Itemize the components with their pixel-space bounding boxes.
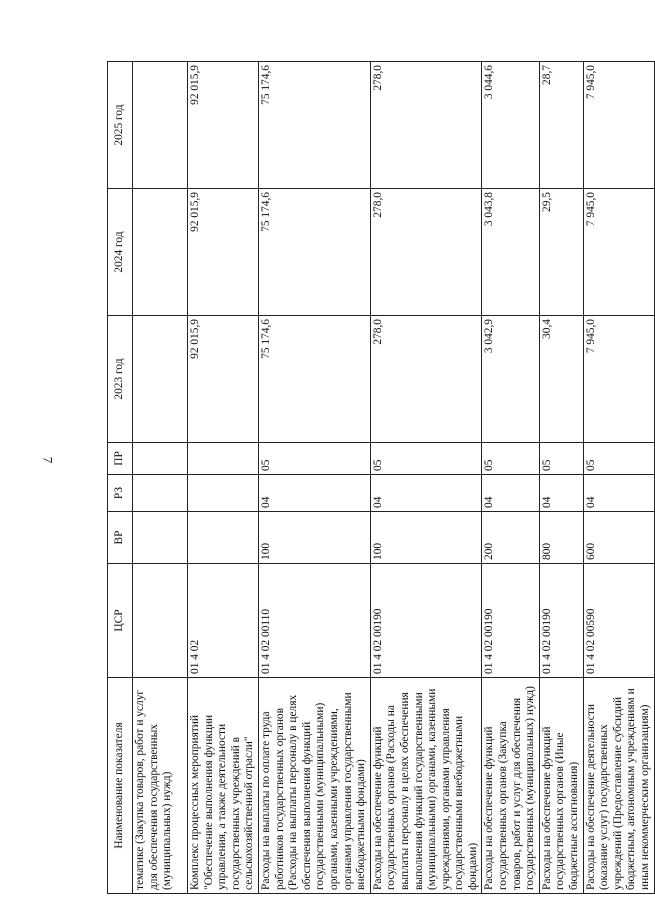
header-2024: 2024 год bbox=[108, 189, 133, 316]
cell-pr: 05 bbox=[370, 443, 482, 475]
table-row bbox=[188, 62, 259, 894]
table-row bbox=[539, 62, 583, 894]
cell-csr: 01 4 02 00590 bbox=[583, 564, 654, 678]
cell-2023: 92 015,9 bbox=[188, 316, 259, 443]
cell-2025: 28,7 bbox=[539, 62, 583, 189]
table-row bbox=[370, 62, 482, 894]
cell-2023 bbox=[133, 316, 188, 443]
budget-table bbox=[107, 61, 655, 894]
cell-2023: 3 042,9 bbox=[482, 316, 539, 443]
cell-2025: 7 945,0 bbox=[583, 62, 654, 189]
header-pr: ПР bbox=[108, 443, 133, 475]
cell-2024: 7 945,0 bbox=[583, 189, 654, 316]
cell-rz: 04 bbox=[583, 475, 654, 512]
cell-rz bbox=[133, 475, 188, 512]
cell-2023: 75 174,6 bbox=[258, 316, 370, 443]
cell-vr: 100 bbox=[258, 512, 370, 564]
cell-2024 bbox=[133, 189, 188, 316]
cell-2025 bbox=[133, 62, 188, 189]
cell-name: тематике (Закупка товаров, работ и услуг для обеспечения государственных (муниципальных) нужд) bbox=[133, 678, 188, 894]
header-name: Наименование показателя bbox=[108, 678, 133, 894]
rotated-table-frame bbox=[107, 61, 651, 894]
cell-2025: 278,0 bbox=[370, 62, 482, 189]
cell-2024: 75 174,6 bbox=[258, 189, 370, 316]
cell-name: Расходы на обеспечение функций государственных органов (Иные бюджетные ассигнования) bbox=[539, 678, 583, 894]
cell-csr: 01 4 02 00110 bbox=[258, 564, 370, 678]
cell-name: Расходы на обеспечение деятельности (оказание услуг) государственных учреждений (Предоставление субсидий бюджетным, автономным учреждениям и иным некоммерческим организациям) bbox=[583, 678, 654, 894]
cell-2024: 92 015,9 bbox=[188, 189, 259, 316]
cell-pr: 05 bbox=[583, 443, 654, 475]
header-vr: ВР bbox=[108, 512, 133, 564]
cell-vr bbox=[188, 512, 259, 564]
cell-2025: 3 044,6 bbox=[482, 62, 539, 189]
cell-pr bbox=[133, 443, 188, 475]
cell-name: Комплекс процессных мероприятий "Обеспечение выполнения функции управления, а также деятельности государственных учреждений в сельскохозяйственной отрасли" bbox=[188, 678, 259, 894]
table-row bbox=[583, 62, 654, 894]
cell-2024: 278,0 bbox=[370, 189, 482, 316]
cell-rz: 04 bbox=[482, 475, 539, 512]
rotated-table-container bbox=[107, 61, 651, 894]
cell-csr: 01 4 02 00190 bbox=[482, 564, 539, 678]
header-rz: РЗ bbox=[108, 475, 133, 512]
cell-vr bbox=[133, 512, 188, 564]
table-header-row bbox=[108, 62, 133, 894]
cell-name: Расходы на выплаты по оплате труда работников государственных органов (Расходы на выплаты персоналу в целях обеспечения выполнения функций государственными (муниципальными) органами, казенными учреждениями, органами управления государственными внебюджетными фондами) bbox=[258, 678, 370, 894]
cell-csr bbox=[133, 564, 188, 678]
cell-vr: 100 bbox=[370, 512, 482, 564]
cell-2025: 75 174,6 bbox=[258, 62, 370, 189]
header-2023: 2023 год bbox=[108, 316, 133, 443]
cell-pr: 05 bbox=[482, 443, 539, 475]
cell-2024: 29,5 bbox=[539, 189, 583, 316]
cell-vr: 600 bbox=[583, 512, 654, 564]
cell-rz: 04 bbox=[258, 475, 370, 512]
cell-2024: 3 043,8 bbox=[482, 189, 539, 316]
table-row bbox=[482, 62, 539, 894]
cell-name: Расходы на обеспечение функций государственных органов (Расходы на выплаты персоналу в целях обеспечения выполнения функций государственными (муниципальными) органами, казенными учреждениями, органами управления государственными внебюджетными фондами) bbox=[370, 678, 482, 894]
header-2025: 2025 год bbox=[108, 62, 133, 189]
cell-name: Расходы на обеспечение функций государственных органов (Закупка товаров, работ и услуг для обеспечения государственных (муниципальных) нужд) bbox=[482, 678, 539, 894]
cell-rz: 04 bbox=[370, 475, 482, 512]
cell-vr: 200 bbox=[482, 512, 539, 564]
cell-pr: 05 bbox=[258, 443, 370, 475]
cell-rz bbox=[188, 475, 259, 512]
cell-2025: 92 015,9 bbox=[188, 62, 259, 189]
cell-2023: 7 945,0 bbox=[583, 316, 654, 443]
cell-vr: 800 bbox=[539, 512, 583, 564]
page-number: 7 bbox=[40, 456, 56, 464]
cell-csr: 01 4 02 00190 bbox=[370, 564, 482, 678]
table-row bbox=[258, 62, 370, 894]
cell-csr: 01 4 02 bbox=[188, 564, 259, 678]
cell-2023: 30,4 bbox=[539, 316, 583, 443]
cell-rz: 04 bbox=[539, 475, 583, 512]
cell-2023: 278,0 bbox=[370, 316, 482, 443]
cell-csr: 01 4 02 00190 bbox=[539, 564, 583, 678]
header-csr: ЦСР bbox=[108, 564, 133, 678]
cell-pr bbox=[188, 443, 259, 475]
cell-pr: 05 bbox=[539, 443, 583, 475]
table-row bbox=[133, 62, 188, 894]
